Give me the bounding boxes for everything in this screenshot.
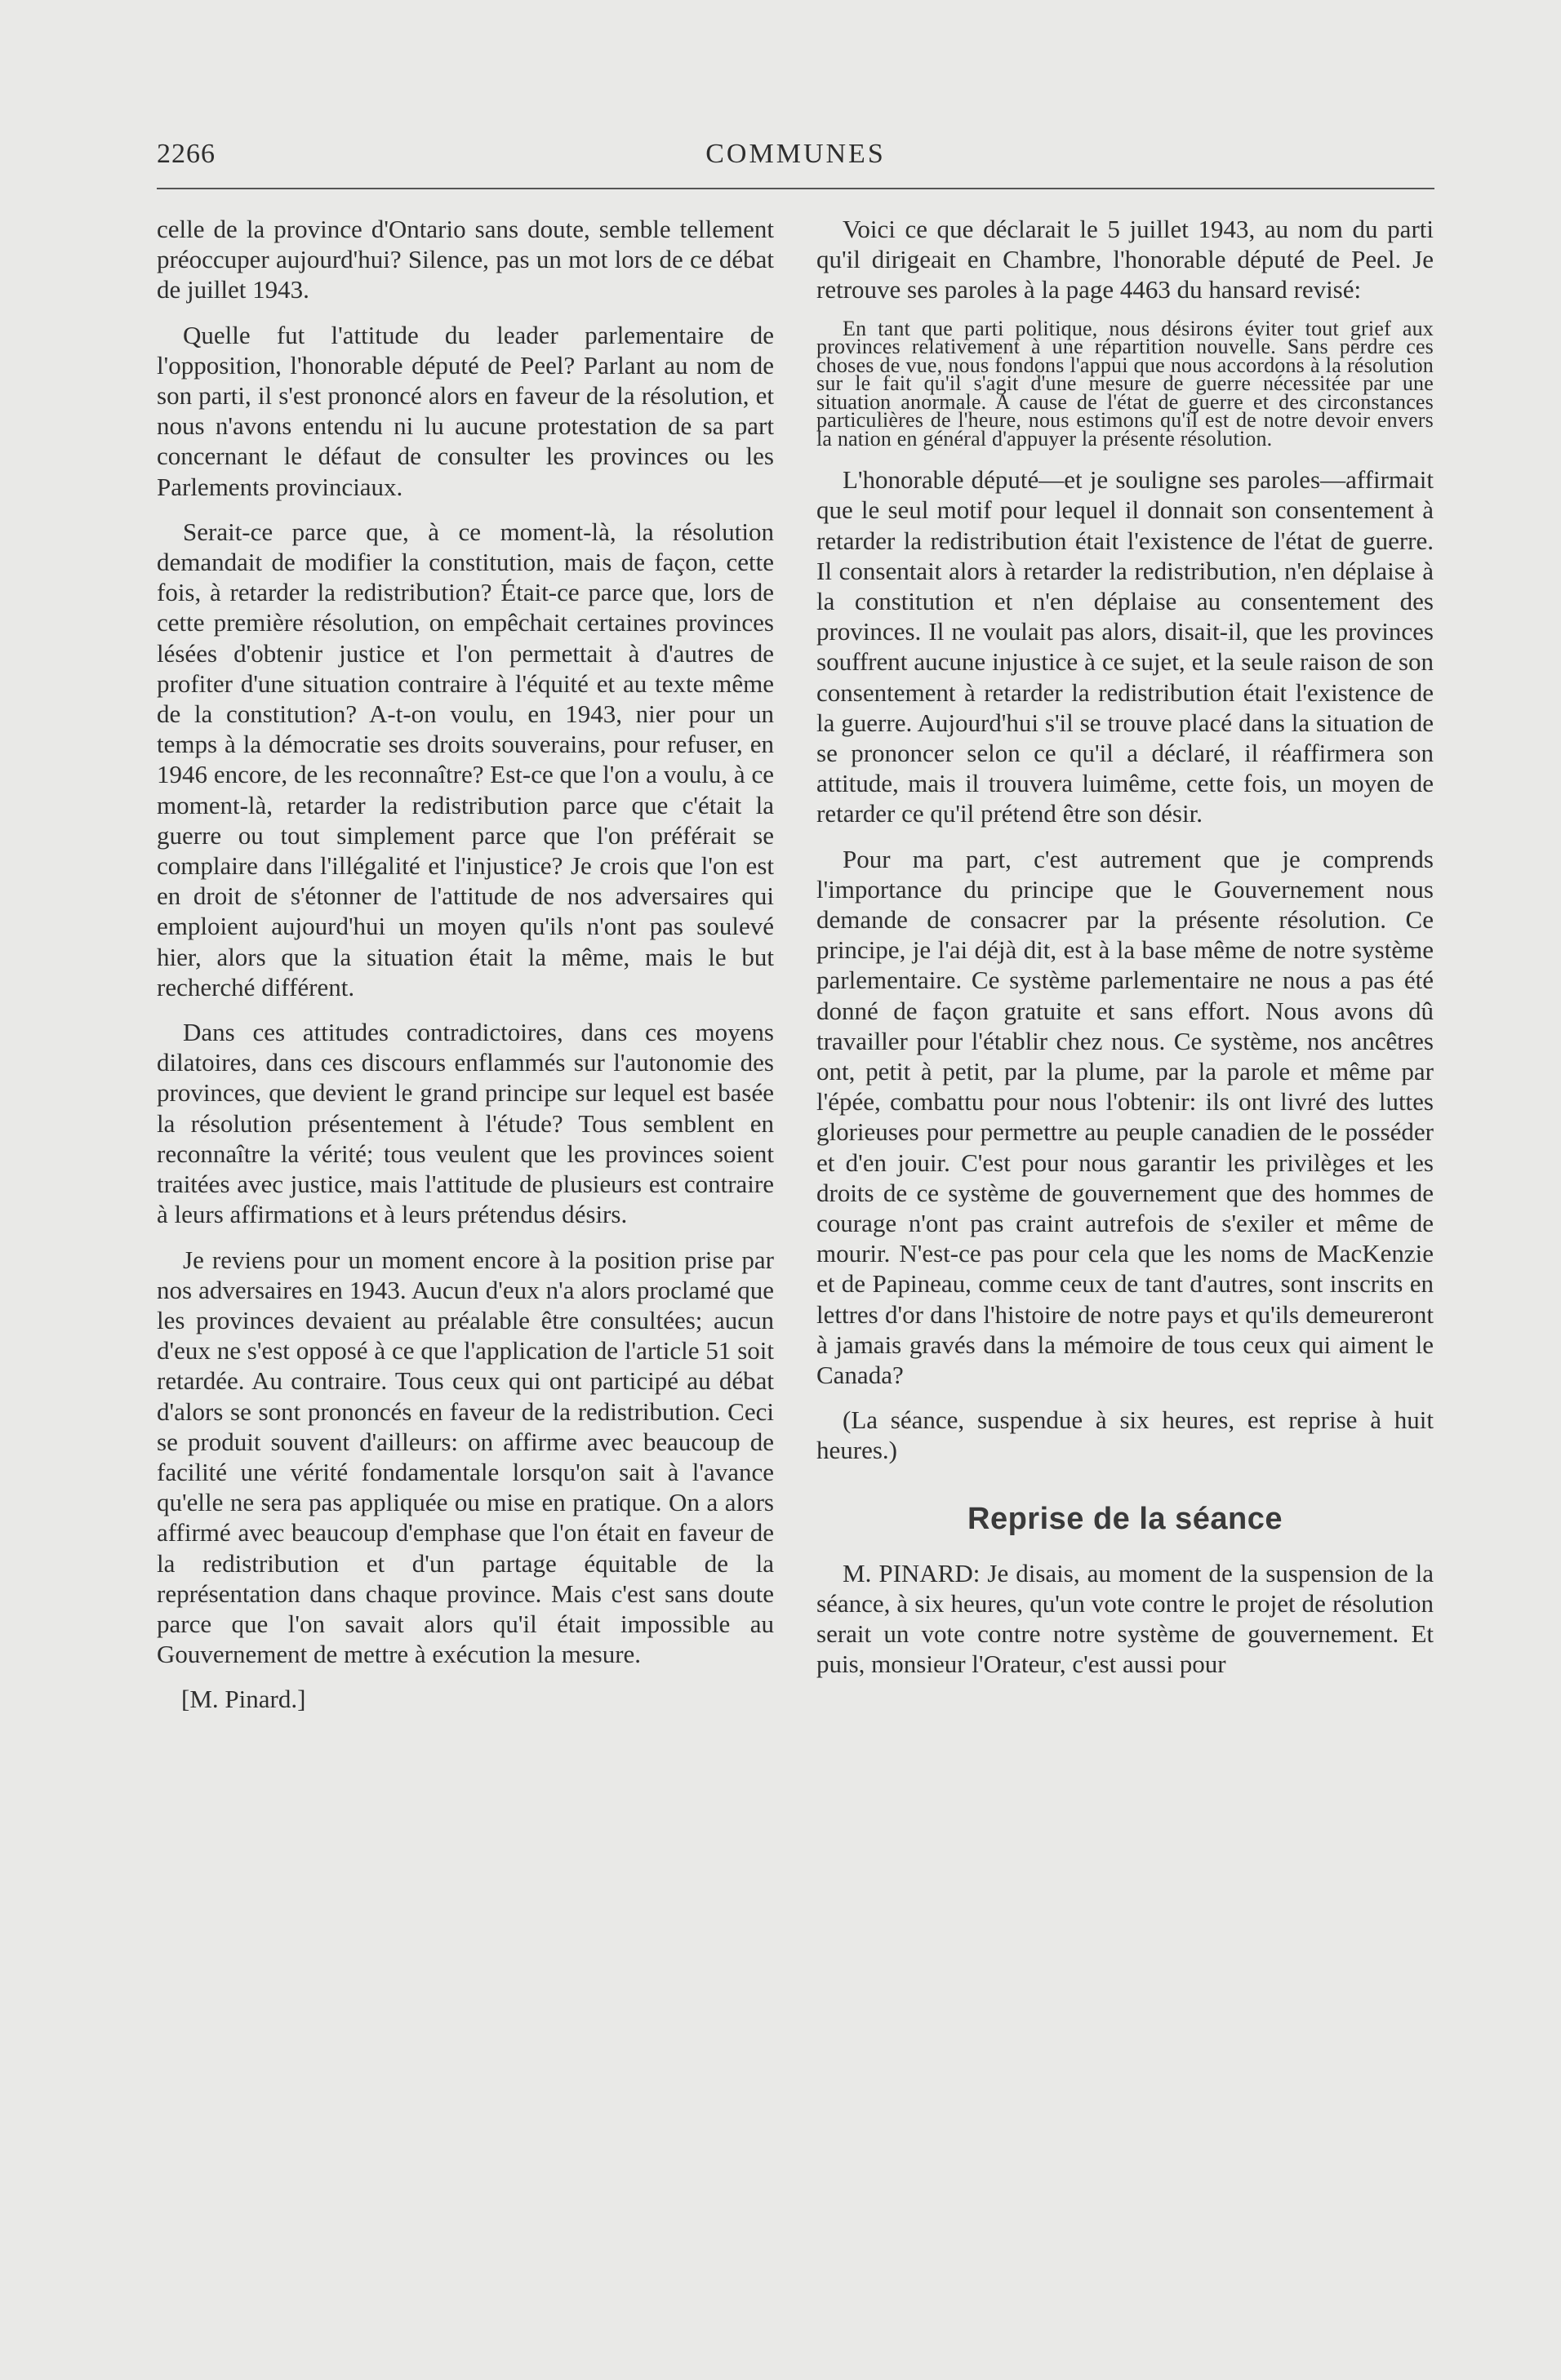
- paragraph: L'honorable député—et je souligne ses paroles—affirmait que le seul motif pour lequel il donnait son consentement à retarder la redistribution était l'existence de l'état de guerre. Il consentait alors à retarder la redistribution, n'en déplaise à la constitution et n'en déplaise au consentement des provinces. Il ne voulait pas alors, disait-il, que les provinces souffrent aucune injustice à ce sujet, et la seule raison de son consentement à retarder la redistribution était l'existence de la guerre. Aujourd'hui s'il se trouve placé dans la situation de se prononcer selon ce qu'il a déclaré, il réaffirmera son attitude, mais il trouvera luimême, cette fois, un moyen de retarder ce qu'il prétend être son désir.: [816, 465, 1434, 828]
- intro-paragraph: Voici ce que déclarait le 5 juillet 1943, au nom du parti qu'il dirigeait en Chambre, l'honorable député de Peel. Je retrouve ses paroles à la page 4463 du hansard revisé:: [816, 215, 1434, 304]
- paragraph: Je reviens pour un moment encore à la position prise par nos adversaires en 1943. Aucun d'eux n'a alors proclamé que les provinces devaient au préalable être consultées; aucun d'eux ne s'est opposé à ce que l'application de l'article 51 soit retardée. Au contraire. Tous ceux qui ont participé au débat d'alors se sont prononcés en faveur de la redistribution. Ceci se produit souvent d'ailleurs: on affirme avec beaucoup de facilité une vérité fondamentale lorsqu'on sait à l'avance qu'elle ne sera pas appliquée ou mise en pratique. On a alors affirmé avec beaucoup d'emphase que l'on était en faveur de la redistribution et d'un partage équitable de la représentation dans chaque province. Mais c'est sans doute parce que l'on savait alors qu'il était impossible au Gouvernement de mettre à exécution la mesure.: [157, 1245, 774, 1669]
- left-column: [157, 214, 774, 1714]
- paragraph: Pour ma part, c'est autrement que je comprends l'importance du principe que le Gouvernement nous demande de consacrer par la présente résolution. Ce principe, je l'ai déjà dit, est à la base même de notre système parlementaire. Ce système parlementaire ne nous a pas été donné de façon gratuite et sans effort. Nous avons dû travailler pour l'établir chez nous. Ce système, nos ancêtres ont, petit à petit, par la plume, par la parole et même par l'épée, combattu pour nous l'obtenir: ils ont livré des luttes glorieuses pour permettre au peuple canadien de le posséder et d'en jouir. C'est pour nous garantir les privilèges et les droits de ce système de gouvernement que des hommes de courage n'ont pas craint autrefois de s'exiler et même de mourir. N'est-ce pas pour cela que les noms de MacKenzie et de Papineau, comme ceux de tant d'autres, sont inscrits en lettres d'or dans l'histoire de notre pays et qu'ils demeureront à jamais gravés dans la mémoire de tous ceux qui aiment le Canada?: [816, 844, 1434, 1389]
- section-heading: Reprise de la séance: [967, 1501, 1283, 1536]
- speaker-byline: [M. Pinard.]: [181, 1685, 306, 1714]
- paragraph: Dans ces attitudes contradictoires, dans ces moyens dilatoires, dans ces discours enflammés sur l'autonomie des provinces, que devient le grand principe sur lequel est basée la résolution présentement à l'étude? Tous semblent en reconnaître la vérité; tous veulent que les provinces soient traitées avec justice, mais l'attitude de plusieurs est contraire à leurs affirmations et à leurs prétendus désirs.: [157, 1018, 774, 1229]
- sitting-note: (La séance, suspendue à six heures, est reprise à huit heures.): [816, 1405, 1434, 1465]
- closing-paragraph: M. PINARD: Je disais, au moment de la suspension de la séance, à six heures, qu'un vote contre le projet de résolution serait un vote contre notre système de gouvernement. Et puis, monsieur l'Orateur, c'est aussi pour: [816, 1558, 1434, 1679]
- block-quotation: En tant que parti politique, nous désirons éviter tout grief aux provinces relativement à une répartition nouvelle. Sans perdre ces choses de vue, nous fondons l'appui que nous accordons à la résolution sur le fait qu'il s'agit d'une mesure de guerre nécessitée par une situation anormale. A cause de l'état de guerre et des circonstances particulières de l'heure, nous estimons qu'il est de notre devoir envers la nation en général d'appuyer la présente résolution.: [816, 316, 1434, 451]
- running-title: COMMUNES: [705, 139, 886, 169]
- page-number: 2266: [157, 139, 216, 169]
- right-column: [816, 214, 1434, 1694]
- page-header: [157, 139, 1434, 178]
- paragraph: celle de la province d'Ontario sans doute, semble tellement préoccuper aujourd'hui? Silence, pas un mot lors de ce débat de juillet 1943.: [157, 215, 774, 304]
- paragraph: Serait-ce parce que, à ce moment-là, la résolution demandait de modifier la constitution, mais de façon, cette fois, à retarder la redistribution? Était-ce parce que, lors de cette première résolution, on empêchait certaines provinces lésées d'obtenir justice et l'on permettait à d'autres de profiter d'une situation contraire à l'équité et au texte même de la constitution? A-t-on voulu, en 1943, nier pour un temps à la démocratie ses droits souverains, pour refuser, en 1946 encore, de les reconnaître? Est-ce que l'on a voulu, à ce moment-là, retarder la redistribution parce que c'était la guerre ou tout simplement parce que l'on préférait se complaire dans l'illégalité et l'injustice? Je crois que l'on est en droit de s'étonner de l'attitude de nos adversaires qui emploient aujourd'hui un moyen qu'ils n'ont pas soulevé hier, alors que la situation était la même, mais le but recherché différent.: [157, 517, 774, 1001]
- paragraph: Quelle fut l'attitude du leader parlementaire de l'opposition, l'honorable député de Peel? Parlant au nom de son parti, il s'est prononcé alors en faveur de la résolution, et nous n'avons entendu ni lu aucune protestation de sa part concernant le défaut de consulter les provinces ou les Parlements provinciaux.: [157, 320, 774, 501]
- header-rule: [157, 188, 1434, 189]
